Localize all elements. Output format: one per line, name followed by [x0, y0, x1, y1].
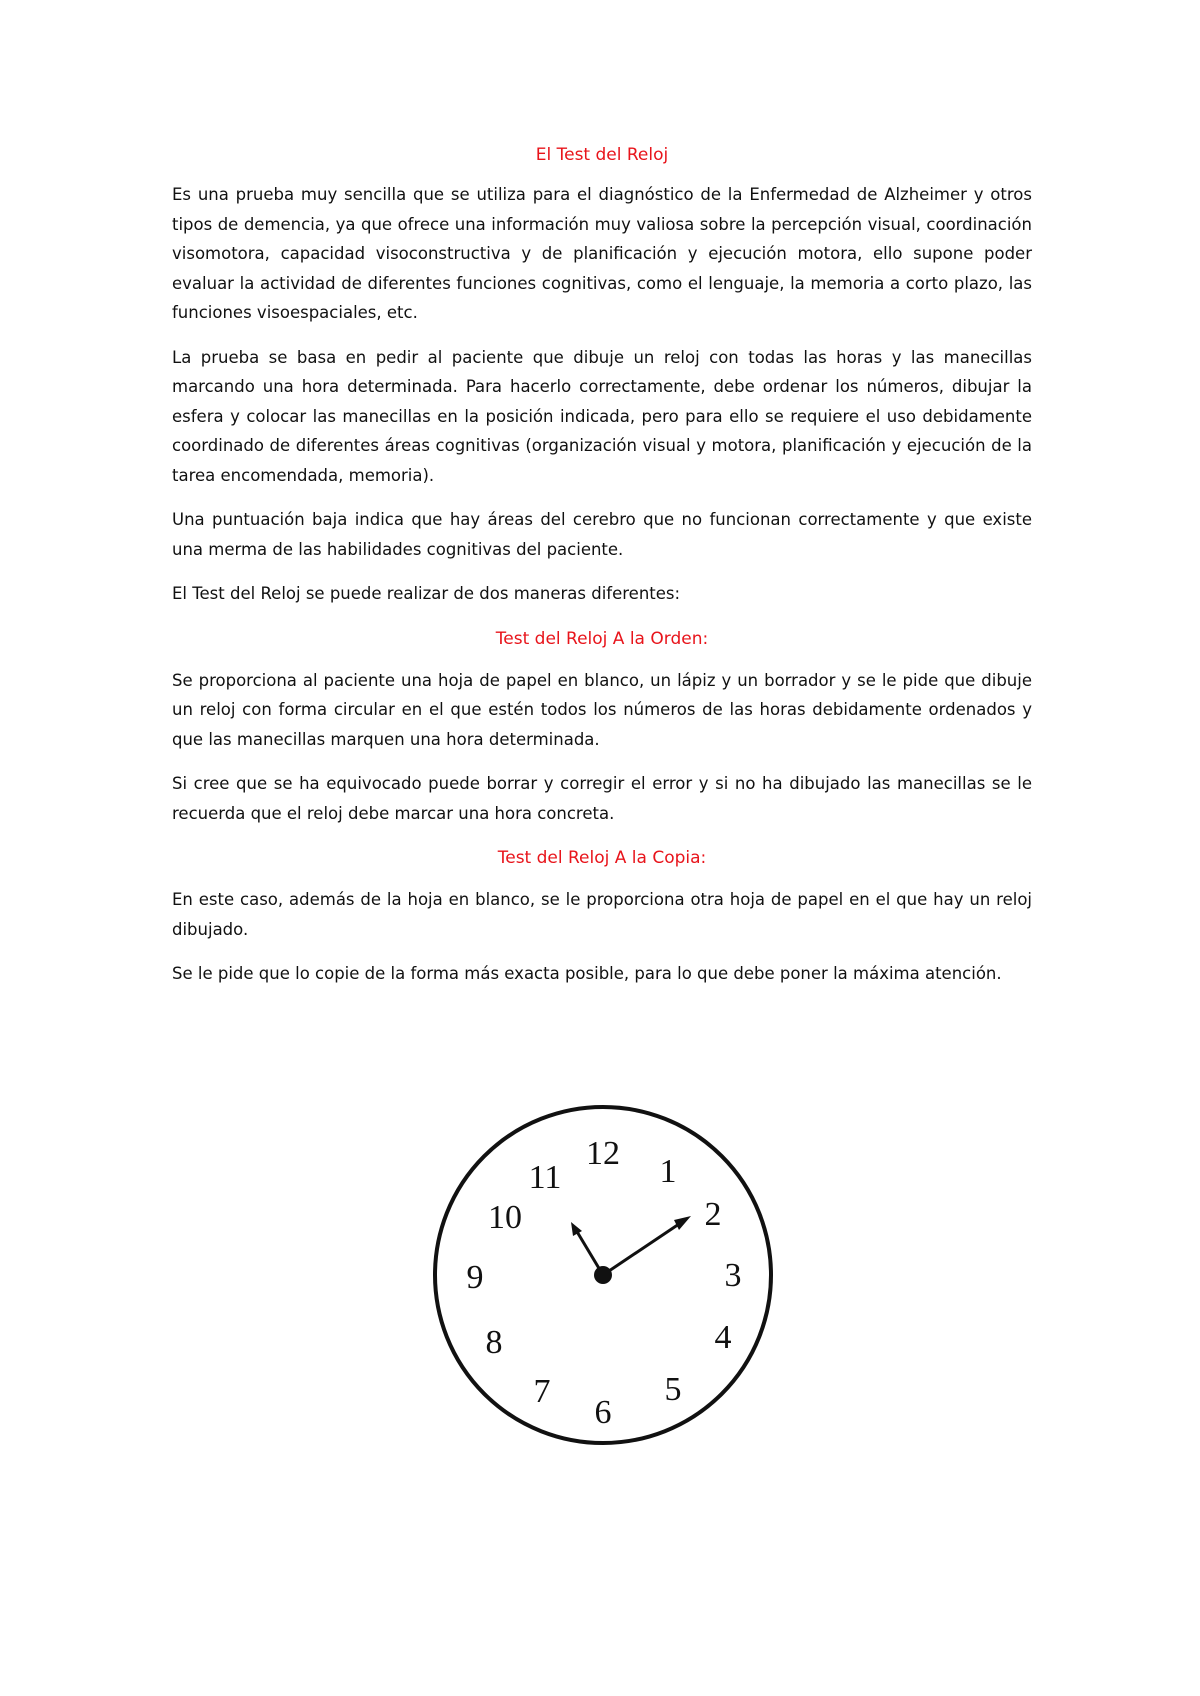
section-heading-orden: Test del Reloj A la Orden:	[495, 628, 709, 649]
clock-number-9: 9	[466, 1259, 484, 1296]
clock-number-7: 7	[533, 1373, 551, 1410]
section-heading-copia: Test del Reloj A la Copia:	[497, 848, 707, 868]
document-title: El Test del Reloj	[535, 145, 669, 165]
clock-number-11: 11	[528, 1159, 562, 1196]
hour-hand-arrowhead	[571, 1222, 582, 1236]
clock-figure	[428, 1100, 778, 1450]
clock-number-6: 6	[594, 1394, 612, 1431]
section1-paragraph-2: Si cree que se ha equivocado puede borrar y corregir el error y si no ha dibujado las manecillas se le recuerda que el reloj debe marcar una hora concreta.	[172, 774, 1032, 823]
clock-center	[594, 1266, 612, 1284]
minute-hand	[603, 1222, 682, 1275]
section2-paragraph-2: Se le pide que lo copie de la forma más exacta posible, para lo que debe poner la máxima atención.	[172, 964, 1002, 983]
minute-hand-arrowhead	[674, 1216, 691, 1230]
section1-paragraph-1: Se proporciona al paciente una hoja de papel en blanco, un lápiz y un borrador y se le pide que dibuje un reloj con forma circular en el que estén todos los números de las horas debidamente ordenados y que las manecillas marquen una hora determinada.	[172, 670, 1032, 749]
document-page	[172, 140, 1032, 1004]
intro-paragraph-1: Es una prueba muy sencilla que se utiliza para el diagnóstico de la Enfermedad de Alzheimer y otros tipos de demencia, ya que ofrece una información muy valiosa sobre la percepción visual, coordinación visomotora, capacidad visoconstructiva y de planificación y ejecución motora, ello supone poder evaluar la actividad de diferentes funciones cognitivas, como el lenguaje, la memoria a corto plazo, las funciones visoespaciales, etc.	[172, 185, 1032, 322]
clock-number-3: 3	[724, 1257, 742, 1294]
clock-number-10: 10	[488, 1199, 522, 1236]
clock-number-5: 5	[664, 1371, 682, 1408]
intro-paragraph-4: El Test del Reloj se puede realizar de dos maneras diferentes:	[172, 584, 681, 603]
clock-number-8: 8	[485, 1324, 503, 1361]
intro-paragraph-2: La prueba se basa en pedir al paciente que dibuje un reloj con todas las horas y las manecillas marcando una hora determinada. Para hacerlo correctamente, debe ordenar los números, dibujar la esfera y colocar las manecillas en la posición indicada, pero para ello se requiere el uso debidamente coordinado de diferentes áreas cognitivas (organización visual y motora, planificación y ejecución de la tarea encomendada, memoria).	[172, 347, 1032, 485]
clock-number-4: 4	[714, 1319, 732, 1356]
intro-paragraph-3: Una puntuación baja indica que hay áreas del cerebro que no funcionan correctamente y que existe una merma de las habilidades cognitivas del paciente.	[172, 510, 1032, 559]
section2-paragraph-1: En este caso, además de la hoja en blanco, se le proporciona otra hoja de papel en el que hay un reloj dibujado.	[172, 890, 1032, 939]
clock-number-1: 1	[659, 1153, 677, 1190]
clock-number-12: 12	[586, 1135, 620, 1172]
clock-illustration	[428, 1100, 778, 1450]
clock-number-2: 2	[704, 1196, 722, 1233]
